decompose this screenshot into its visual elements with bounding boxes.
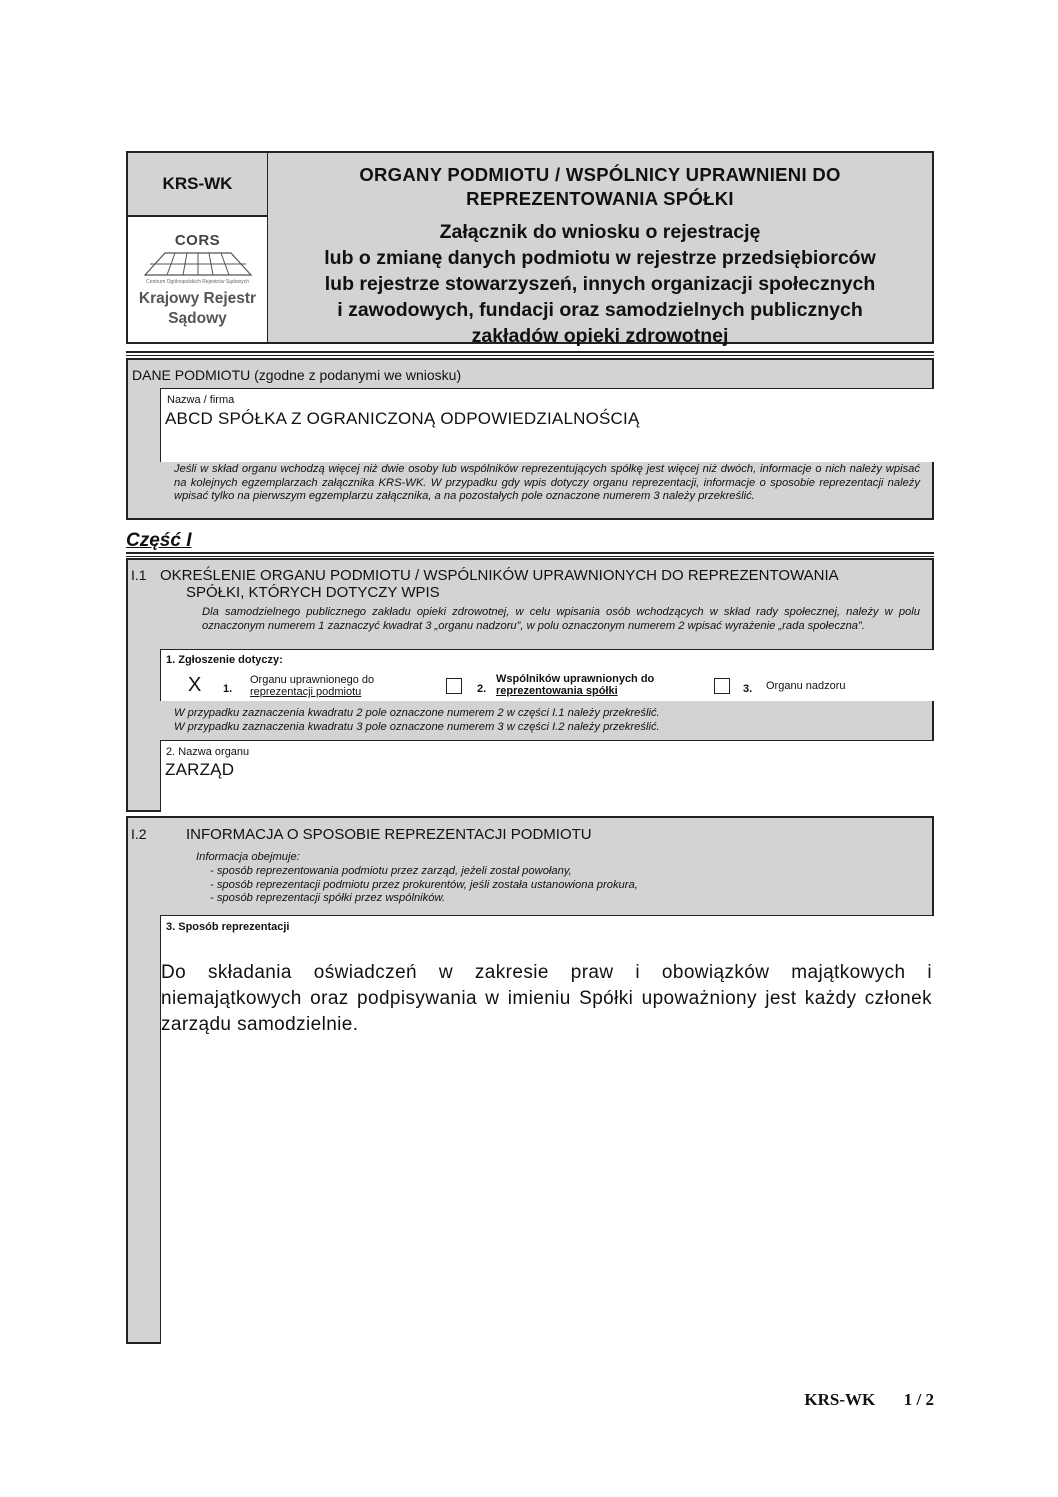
info-item: - sposób reprezentacji podmiotu przez prokurentów, jeśli została ustanowiona prokura,: [210, 878, 638, 891]
representation-label: 3. Sposób reprezentacji: [166, 921, 290, 933]
subtitle-line: lub o zmianę danych podmiotu w rejestrze przedsiębiorców: [324, 247, 876, 269]
option2-label-line1: Wspólników uprawnionych do: [496, 673, 655, 685]
entity-note: Jeśli w skład organu wchodzą więcej niż dwie osoby lub wspólników reprezentujących spółkę jest więcej niż dwóch, informacje o nich należy wpisać na kolejnych egzemplarzach załącznika KRS-WK. W przypadku gdy wpis dotyczy organu reprezentacji, informacje o sposobie reprezentacji należy wpisać tylko na pierwszym egzemplarzu załącznika, a na pozostałych pole oznaczone numerem 3 należy przekreślić.: [174, 463, 920, 503]
logo-name-line1: Krajowy Rejestr: [138, 290, 257, 307]
page-footer: [804, 1390, 934, 1410]
organ-name-field[interactable]: [160, 740, 934, 812]
option1-number: 1.: [223, 683, 233, 695]
krs-logo: [126, 217, 268, 344]
info-item: - sposób reprezentowania podmiotu przez zarząd, jeżeli został powołany,: [210, 865, 572, 877]
entity-data-title: DANE PODMIOTU (zgodne z podanymi we wniosku): [132, 367, 462, 383]
divider: [126, 552, 934, 557]
option1-label-line1: Organu uprawnionego do: [250, 674, 375, 686]
logo-name-line2: Sądowy: [168, 310, 227, 327]
form-title-line2: REPREZENTOWANIA SPÓŁKI: [466, 188, 734, 209]
section-i1-title-line1: OKREŚLENIE ORGANU PODMIOTU / WSPÓLNIKÓW UPRAWNIONYCH DO REPREZENTOWANIA: [160, 567, 839, 584]
option2-checkbox[interactable]: [446, 678, 462, 694]
notification-label: 1. Zgłoszenie dotyczy:: [166, 654, 283, 666]
note2-line1: W przypadku zaznaczenia kwadratu 2 pole oznaczone numerem 2 w części I.1 należy przekreślić.: [174, 707, 660, 719]
note2-line2: W przypadku zaznaczenia kwadratu 3 pole oznaczone numerem 3 w części I.2 należy przekreślić.: [174, 720, 660, 733]
section-i2-title: INFORMACJA O SPOSOBIE REPREZENTACJI PODMIOTU: [186, 826, 592, 843]
footer-page: 1 / 2: [903, 1390, 934, 1409]
section-i1-note2: [174, 707, 920, 734]
logo-name: [139, 289, 256, 329]
form-code: KRS-WK: [162, 174, 233, 193]
name-label: Nazwa / firma: [167, 394, 235, 406]
option3-label: Organu nadzoru: [766, 680, 846, 692]
option3-checkbox[interactable]: [714, 678, 730, 694]
option2-label-line2: reprezentowania spółki: [496, 685, 618, 697]
part-title: Część I: [126, 530, 192, 551]
option2-number: 2.: [477, 683, 487, 695]
organ-name-label: 2. Nazwa organu: [166, 746, 250, 758]
logo-small-text: Centrum Ogólnopolskich Rejestrów Sądowych: [146, 279, 249, 285]
form-code-cell: [126, 151, 268, 217]
subtitle-line: i zawodowych, fundacji oraz samodzielnych publicznych: [337, 299, 863, 321]
option1-checkmark[interactable]: X: [188, 674, 202, 696]
option3-number: 3.: [743, 683, 753, 695]
organ-name-value: ZARZĄD: [165, 760, 235, 779]
representation-value: Do składania oświadczeń w zakresie praw i obowiązków majątkowych i niemajątkowych oraz podpisywania w imieniu Spółki upoważniony jest każdy członek zarządu samodzielnie.: [161, 962, 932, 1035]
name-field[interactable]: [160, 388, 934, 462]
footer-code: KRS-WK: [804, 1390, 876, 1409]
divider: [126, 351, 934, 356]
logo-grid-icon: [143, 251, 253, 277]
subtitle-line: Załącznik do wniosku o rejestrację: [439, 221, 761, 243]
form-title: [268, 163, 932, 211]
name-value: ABCD SPÓŁKA Z OGRANICZONĄ ODPOWIEDZIALNOŚCIĄ: [165, 409, 640, 428]
section-i2-number: I.2: [131, 826, 147, 842]
info-item: - sposób reprezentacji spółki przez wspólników.: [210, 892, 446, 905]
option1-label: [250, 674, 374, 698]
info-title: Informacja obejmuje:: [196, 851, 300, 863]
header-title-box: [268, 151, 934, 347]
subtitle-line: zakładów opieki zdrowotnej: [471, 325, 729, 347]
subtitle-line: lub rejestrze stowarzyszeń, innych organizacji społecznych: [324, 273, 876, 295]
form-title-line1: ORGANY PODMIOTU / WSPÓLNICY UPRAWNIENI DO: [359, 164, 841, 185]
info-items: [210, 865, 638, 906]
option2-label: [496, 673, 654, 697]
section-i1-title-line2: SPÓŁKI, KTÓRYCH DOTYCZY WPIS: [186, 584, 440, 601]
section-i1-note: Dla samodzielnego publicznego zakładu opieki zdrowotnej, w celu wpisania osób wchodzących w skład rady społecznej, należy w polu oznaczonym numerem 1 zaznaczyć kwadrat 3 „organu nadzoru”, w polu oznaczonym numerem 2 wpisać wyrażenie „rada społeczna”.: [202, 606, 920, 632]
logo-acronym: CORS: [174, 232, 221, 249]
option1-label-line2: reprezentacji podmiotu: [250, 686, 362, 698]
form-subtitle: [268, 219, 932, 349]
section-i1-number: I.1: [131, 567, 147, 583]
